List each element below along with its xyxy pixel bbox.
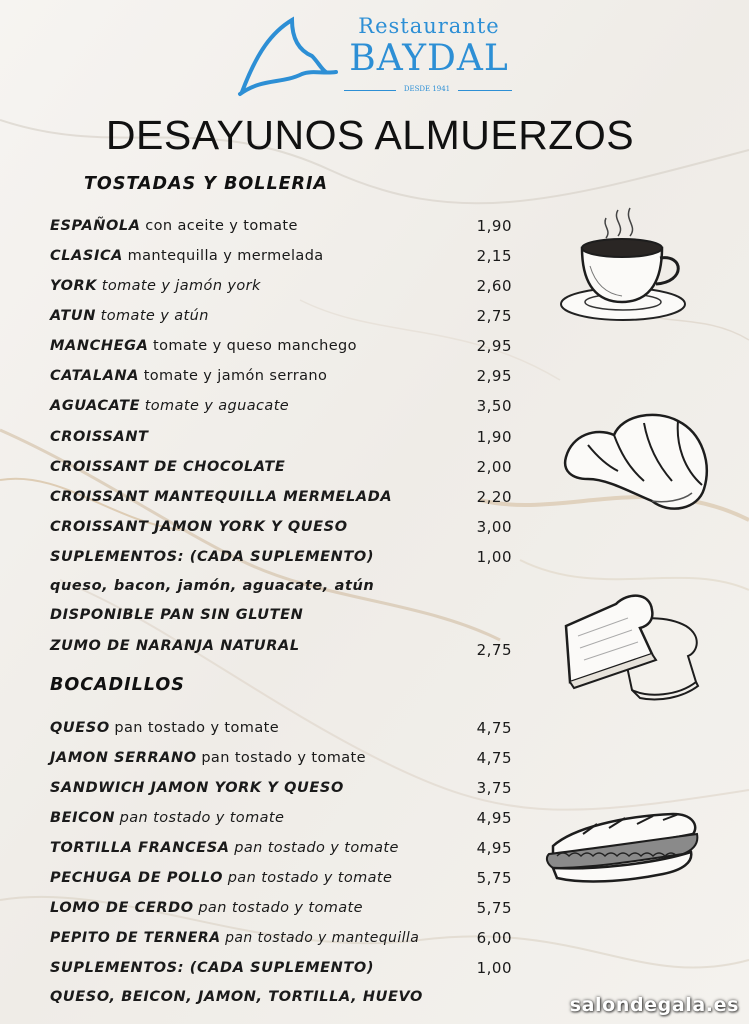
menu-item	[50, 955, 520, 981]
item-price: 2,15	[476, 247, 512, 265]
item-name: CROISSANT DE CHOCOLATE	[50, 459, 286, 475]
item-price: 4,95	[476, 839, 512, 857]
item-name: CROISSANT JAMON YORK Y QUESO	[50, 519, 348, 535]
item-name: queso, bacon, jamón, aguacate, atún	[50, 578, 375, 594]
item-desc: pan tostado y tomate	[234, 840, 399, 856]
item-price: 1,90	[476, 428, 512, 446]
item-desc: mantequilla y mermelada	[127, 248, 324, 264]
item-desc: pan tostado y tomate	[114, 720, 280, 736]
item-name: SUPLEMENTOS: (CADA SUPLEMENTO)	[50, 549, 375, 565]
brand-since: DESDE 1941	[403, 85, 451, 93]
item-name: SANDWICH JAMON YORK Y QUESO	[50, 780, 344, 796]
menu-note	[50, 602, 520, 628]
item-price: 1,00	[476, 548, 512, 566]
menu-item	[50, 393, 520, 419]
item-desc: tomate y atún	[100, 308, 209, 324]
item-desc: con aceite y tomate	[145, 218, 298, 234]
item-price: 4,95	[476, 809, 512, 827]
menu-item	[50, 865, 520, 891]
item-price: 2,20	[476, 488, 512, 506]
menu-item	[50, 514, 520, 540]
menu-item	[50, 213, 520, 239]
item-name: AGUACATE	[50, 398, 141, 414]
item-name: LOMO DE CERDO	[50, 900, 194, 916]
item-name: CLASICA	[50, 248, 124, 264]
menu-item	[50, 895, 520, 921]
item-desc: tomate y jamón york	[101, 278, 261, 294]
item-name: BEICON	[50, 810, 116, 826]
item-name: PECHUGA DE POLLO	[50, 870, 224, 886]
menu-note	[50, 984, 520, 1010]
item-price: 3,50	[476, 397, 512, 415]
menu-note	[50, 573, 520, 599]
item-price: 1,00	[476, 959, 512, 977]
baguette-sandwich-icon	[543, 810, 703, 890]
menu-item	[50, 544, 520, 570]
menu-item	[50, 303, 520, 329]
item-price: 5,75	[476, 899, 512, 917]
item-name: ESPAÑOLA	[50, 218, 141, 234]
item-desc: pan tostado y tomate	[198, 900, 363, 916]
menu-item	[50, 484, 520, 510]
item-desc: tomate y jamón serrano	[143, 368, 328, 384]
croissant-icon	[552, 405, 716, 517]
menu-item	[50, 745, 520, 771]
menu-item	[50, 805, 520, 831]
brand-name-main: BAYDAL	[349, 38, 509, 79]
item-price: 6,00	[476, 929, 512, 947]
item-name: TORTILLA FRANCESA	[50, 840, 230, 856]
item-name: PEPITO DE TERNERA	[50, 930, 221, 946]
menu-item	[50, 925, 520, 951]
menu-item	[50, 424, 520, 450]
menu-item	[50, 775, 520, 801]
menu-item	[50, 243, 520, 269]
item-name: CATALANA	[50, 368, 140, 384]
menu-item	[50, 633, 520, 659]
item-name: QUESO, BEICON, JAMON, TORTILLA, HUEVO	[50, 989, 423, 1005]
brand-divider-left	[344, 90, 396, 91]
item-name: DISPONIBLE PAN SIN GLUTEN	[50, 607, 304, 623]
item-name: CROISSANT	[50, 429, 149, 445]
item-name: YORK	[50, 278, 98, 294]
menu-item	[50, 273, 520, 299]
item-desc: tomate y aguacate	[144, 398, 290, 414]
menu-item	[50, 835, 520, 861]
item-price: 4,75	[476, 749, 512, 767]
item-name: CROISSANT MANTEQUILLA MERMELADA	[50, 489, 393, 505]
item-price: 2,75	[476, 307, 512, 325]
section-title-bocadillos: BOCADILLOS	[50, 675, 185, 695]
item-price: 3,75	[476, 779, 512, 797]
item-name: JAMON SERRANO	[50, 750, 197, 766]
item-price: 2,95	[476, 367, 512, 385]
item-price: 1,90	[476, 217, 512, 235]
item-name: QUESO	[50, 720, 110, 736]
brand-divider-right	[458, 90, 512, 91]
item-desc: pan tostado y tomate	[119, 810, 285, 826]
section-title-tostadas: TOSTADAS Y BOLLERIA	[84, 174, 329, 194]
item-desc: pan tostado y mantequilla	[225, 930, 420, 946]
item-desc: tomate y queso manchego	[153, 338, 357, 354]
coffee-cup-icon	[556, 206, 690, 328]
item-name: ATUN	[50, 308, 97, 324]
page-title: DESAYUNOS ALMUERZOS	[105, 112, 635, 158]
brand-name-top: Restaurante	[358, 14, 500, 38]
menu-item	[50, 363, 520, 389]
item-name: MANCHEGA	[50, 338, 149, 354]
item-desc: pan tostado y tomate	[201, 750, 366, 766]
item-desc: pan tostado y tomate	[227, 870, 393, 886]
restaurant-logo-icon	[232, 12, 342, 102]
item-price: 2,75	[476, 641, 512, 659]
toast-icon	[558, 586, 704, 704]
item-name: ZUMO DE NARANJA NATURAL	[50, 638, 300, 654]
watermark: salondegala.es	[569, 994, 739, 1016]
menu-item	[50, 715, 520, 741]
item-price: 4,75	[476, 719, 512, 737]
item-name: SUPLEMENTOS: (CADA SUPLEMENTO)	[50, 960, 375, 976]
menu-item	[50, 333, 520, 359]
item-price: 2,00	[476, 458, 512, 476]
item-price: 3,00	[476, 518, 512, 536]
item-price: 5,75	[476, 869, 512, 887]
item-price: 2,60	[476, 277, 512, 295]
item-price: 2,95	[476, 337, 512, 355]
menu-item	[50, 454, 520, 480]
